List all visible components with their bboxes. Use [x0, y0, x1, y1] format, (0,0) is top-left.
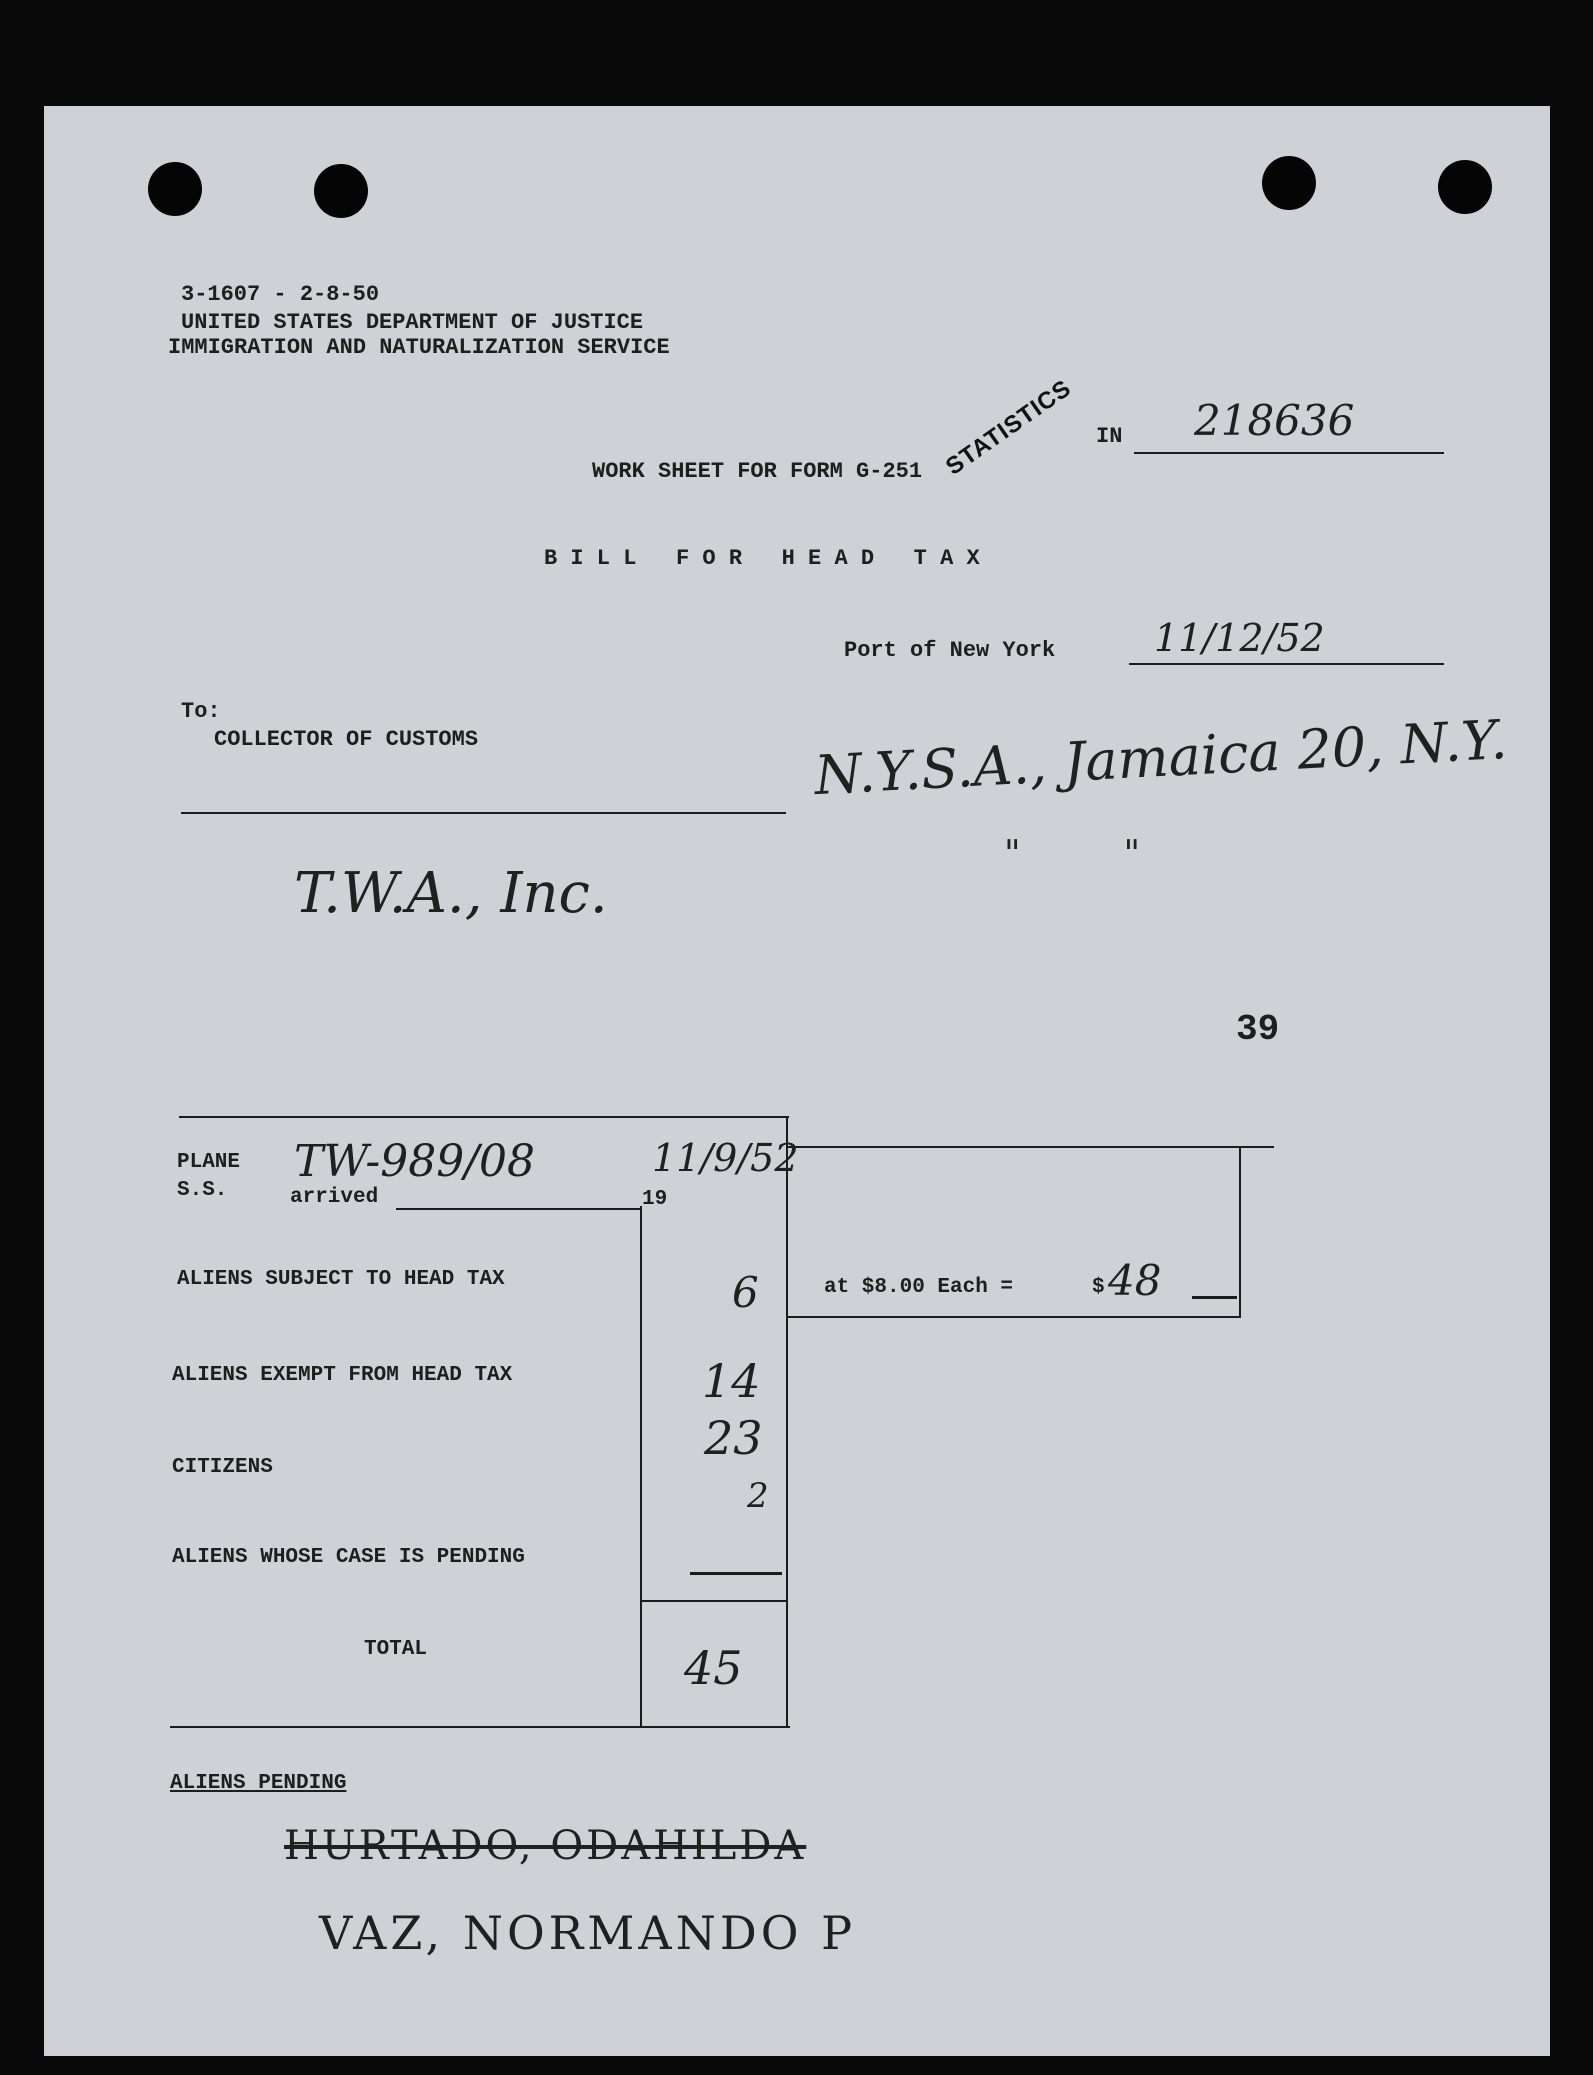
- table-right-divider: [786, 1116, 788, 1726]
- pending-name: VAZ, NORMANDO P: [319, 1906, 857, 1960]
- port-date-underline: [1129, 663, 1444, 665]
- document-page: [44, 106, 1550, 2056]
- statistics-stamp: STATISTICS: [940, 374, 1077, 481]
- rate-text: at $8.00 Each =: [824, 1276, 1014, 1299]
- arrival-date: 11/9/52: [652, 1136, 799, 1180]
- worksheet-title: WORK SHEET FOR FORM G-251: [592, 459, 923, 484]
- year-prefix: 19: [642, 1188, 668, 1211]
- department-name: UNITED STATES DEPARTMENT OF JUSTICE: [181, 310, 644, 335]
- row-value-citizens: 23: [704, 1411, 763, 1465]
- table-left-divider: [640, 1206, 642, 1726]
- arrived-label: arrived: [290, 1186, 379, 1209]
- amount-prefix: $: [1092, 1276, 1105, 1299]
- ss-label: S.S.: [177, 1179, 228, 1202]
- service-name: IMMIGRATION AND NATURALIZATION SERVICE: [168, 335, 670, 360]
- port-date: 11/12/52: [1154, 616, 1325, 660]
- punch-hole: [148, 162, 202, 216]
- row-value-exempt: 14: [702, 1354, 761, 1408]
- row-value-subject: 6: [732, 1268, 759, 1317]
- total-label: TOTAL: [364, 1638, 428, 1661]
- row-label-pending: ALIENS WHOSE CASE IS PENDING: [172, 1546, 525, 1569]
- table-bottom-rule: [170, 1726, 790, 1728]
- row-label-exempt: ALIENS EXEMPT FROM HEAD TAX: [172, 1364, 513, 1387]
- amount-value: 48: [1108, 1256, 1162, 1305]
- box-right-rule: [1239, 1146, 1241, 1318]
- punch-hole: [1262, 156, 1316, 210]
- bill-title: B I L L F O R H E A D T A X: [544, 546, 980, 571]
- aliens-pending-title: ALIENS PENDING: [170, 1772, 347, 1795]
- pending-dash: [690, 1572, 782, 1575]
- row-label-citizens: CITIZENS: [172, 1456, 273, 1479]
- in-underline: [1134, 452, 1444, 454]
- total-value: 45: [684, 1641, 743, 1695]
- carrier-name: T.W.A., Inc.: [294, 861, 608, 926]
- recipient-underline: [181, 812, 786, 814]
- punch-hole: [1438, 160, 1492, 214]
- row-value-pending: 2: [747, 1476, 769, 1516]
- total-top-rule: [640, 1600, 788, 1602]
- amount-dash: [1192, 1296, 1237, 1299]
- page-number: 39: [1236, 1009, 1280, 1050]
- box-bottom-rule: [786, 1316, 1241, 1318]
- plane-label: PLANE: [177, 1151, 241, 1174]
- to-recipient: COLLECTOR OF CUSTOMS: [214, 727, 479, 752]
- row-label-subject: ALIENS SUBJECT TO HEAD TAX: [177, 1268, 505, 1291]
- flight-number: TW-989/08: [294, 1136, 536, 1187]
- in-number: 218636: [1194, 396, 1355, 445]
- ditto-marks: " ": [1004, 834, 1141, 875]
- to-label: To:: [181, 699, 221, 724]
- port-label: Port of New York: [844, 638, 1056, 663]
- punch-hole: [314, 164, 368, 218]
- form-code: 3-1607 - 2-8-50: [181, 282, 380, 307]
- box-top-rule: [786, 1146, 1274, 1148]
- in-label: IN: [1096, 424, 1123, 449]
- table-top-rule: [179, 1116, 789, 1118]
- arrived-underline: [396, 1208, 640, 1210]
- address: N.Y.S.A., Jamaica 20, N.Y.: [812, 707, 1509, 808]
- pending-name-struck: HURTADO, ODAHILDA: [284, 1823, 807, 1869]
